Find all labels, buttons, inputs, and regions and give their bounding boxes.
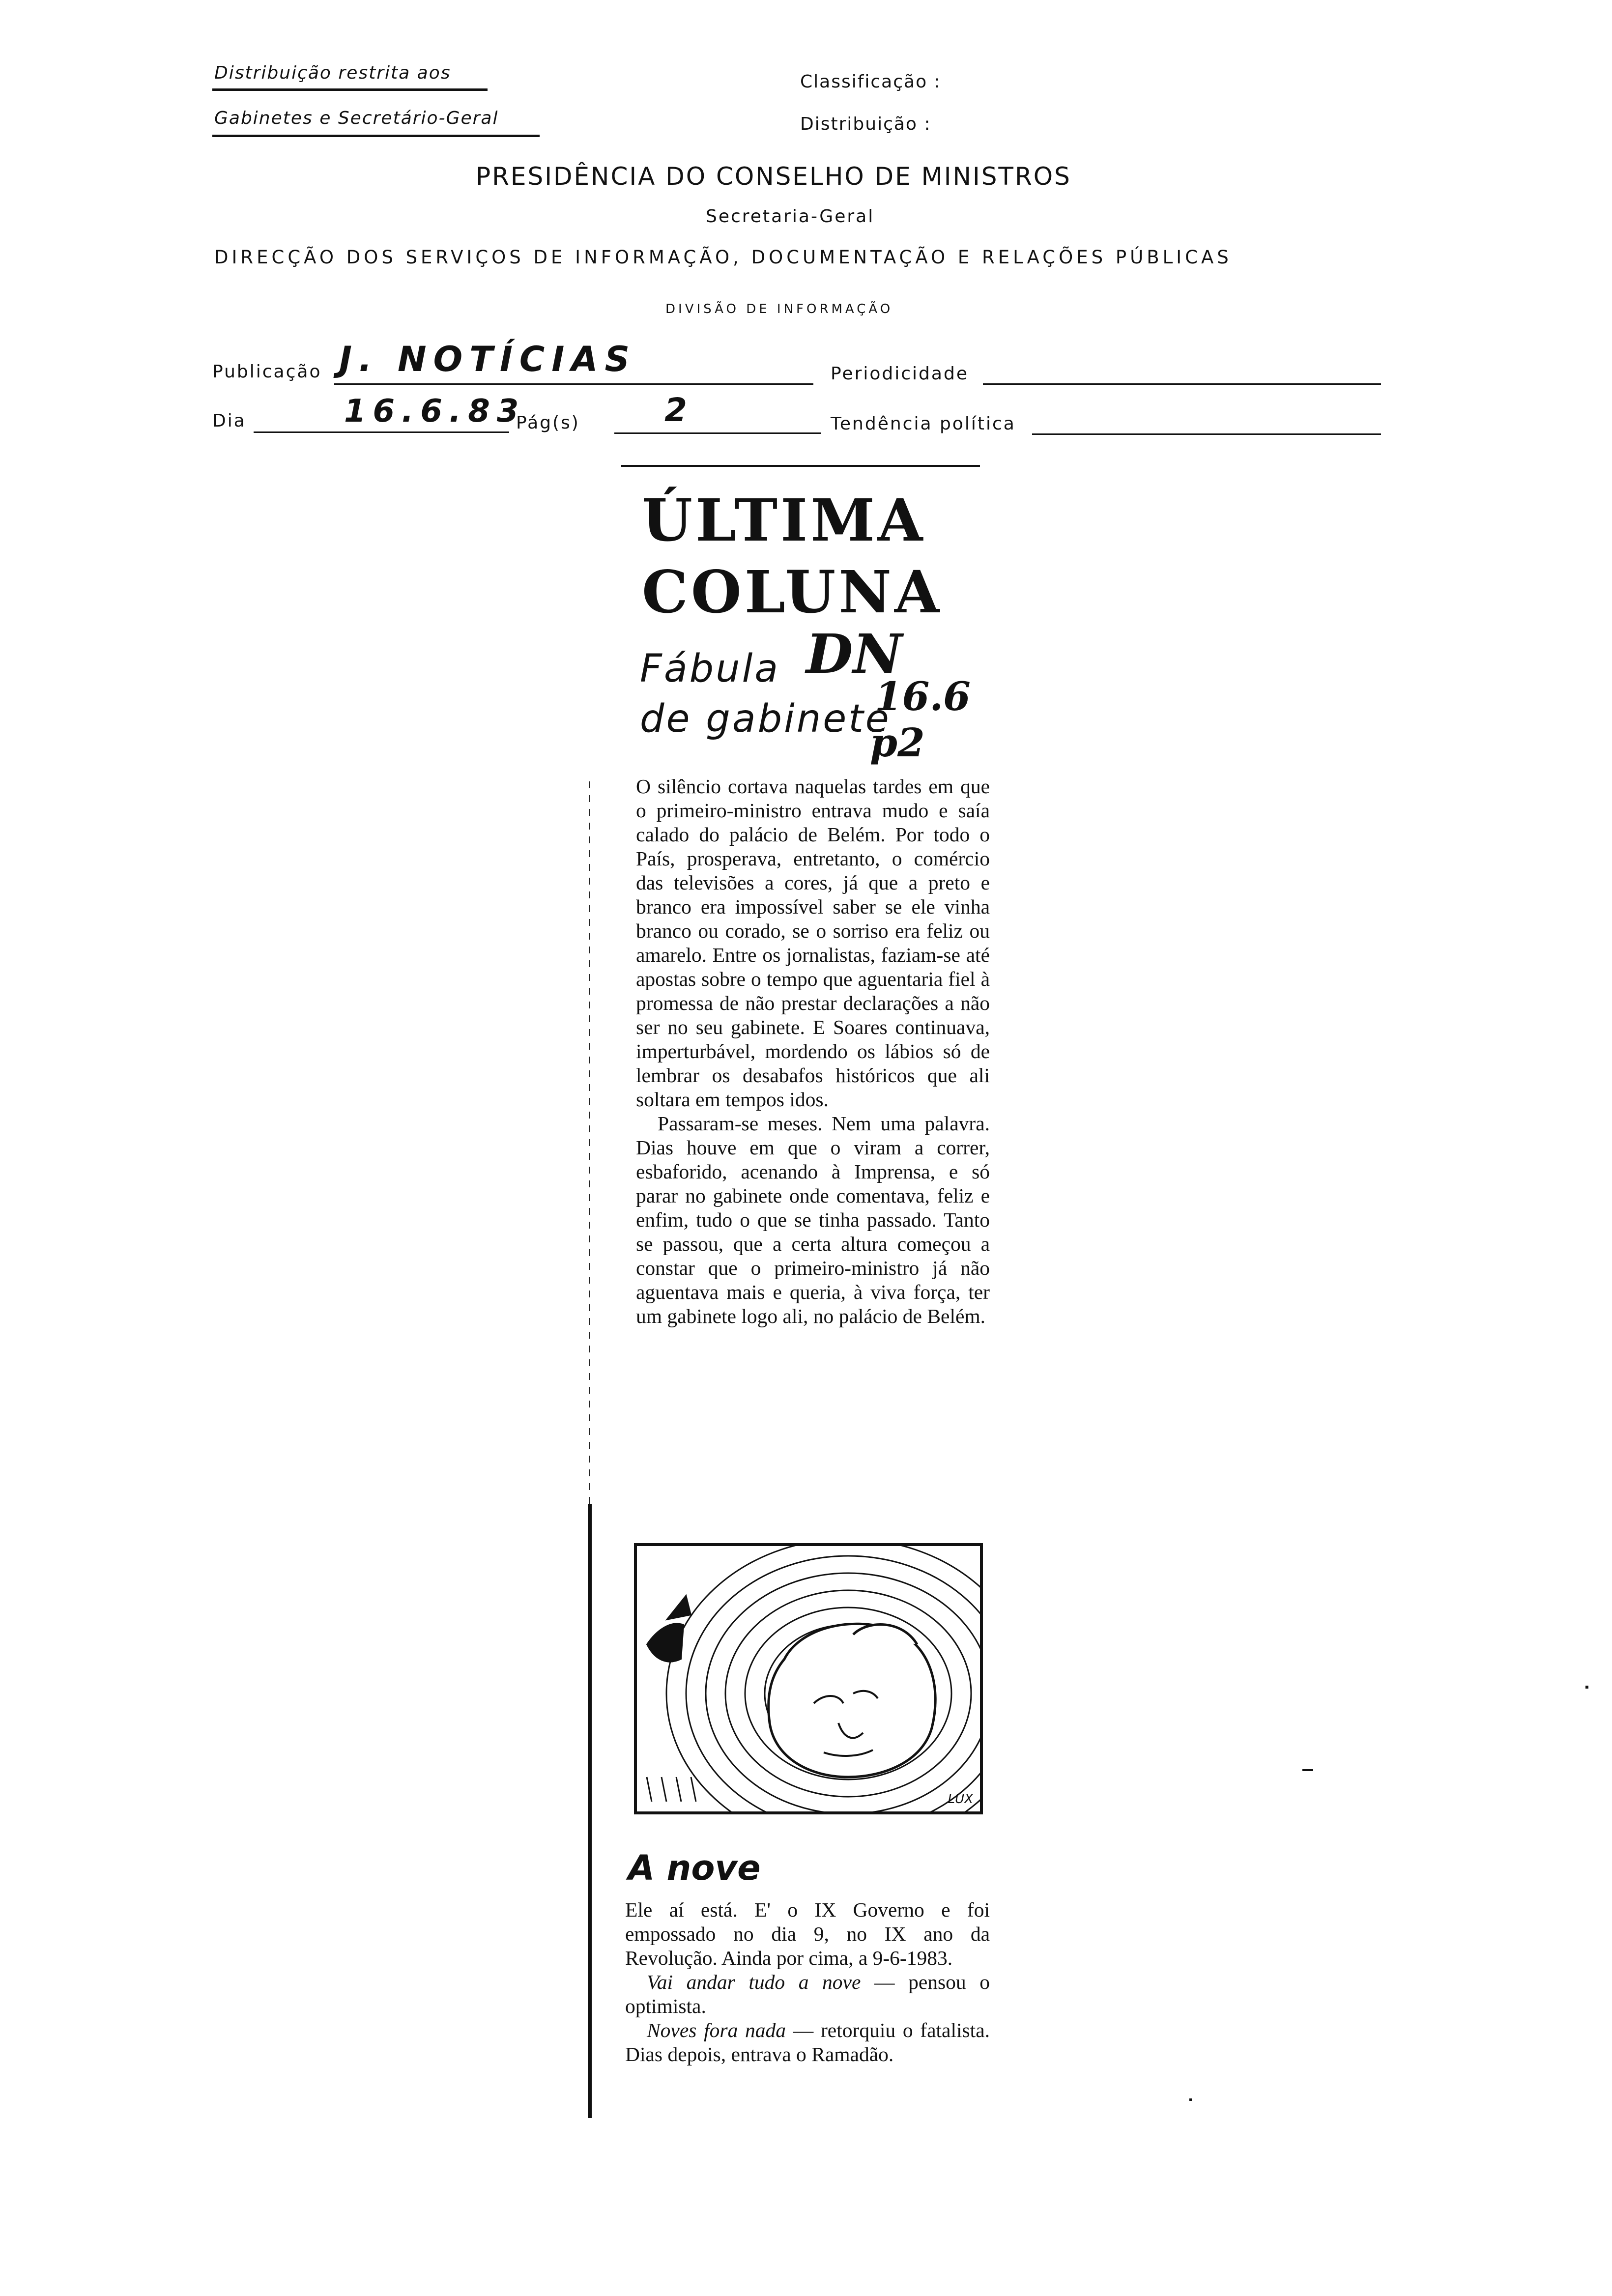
article-body	[636, 775, 990, 1328]
illustration-signature: LUX	[948, 1792, 973, 1807]
article-paragraph-1: O silêncio cortava naquelas tardes em que o primeiro-ministro entrava mudo e saía calado do palácio de Belém. Por todo o País, prosperava, entretanto, o comércio das televisões a cores, já que a preto e branco era impossível saber se ele vinha branco ou corado, se o sorriso era feliz ou amarelo. Entre os jornalistas, faziam-se até apostas sobre o tempo que aguentaria fiel à promessa de não prestar declarações a não ser no seu gabinete. E Soares continuava, imperturbável, mordendo os lábios só de lembrar os desabafos históricos que ali soltara em tempos idos.	[636, 775, 990, 1111]
annotation-page: p2	[870, 719, 925, 766]
day-value: 16.6.83	[344, 393, 526, 430]
section2-paragraph-3-rest: — retorquiu o fatalista. Dias depois, entrava o Ramadão.	[625, 2019, 990, 2066]
periodicity-rule	[983, 383, 1381, 385]
section2-title: A nove	[628, 1848, 761, 1888]
pages-label: Pág(s)	[516, 413, 580, 433]
pages-rule	[614, 432, 821, 434]
day-rule	[254, 431, 509, 433]
publication-rule	[334, 383, 813, 385]
distribution-label: Distribuição :	[800, 114, 931, 134]
distribution-line-1: Distribuição restrita aos	[214, 63, 451, 83]
publication-value: J. NOTÍCIAS	[339, 339, 636, 379]
classification-label: Classificação :	[800, 72, 941, 92]
distribution-line-2: Gabinetes e Secretário-Geral	[214, 108, 499, 128]
section2-paragraph-3	[625, 2018, 990, 2066]
article-paragraph-2: Passaram-se meses. Nem uma palavra. Dias houve em que o viram a correr, esbaforido, acenando à Imprensa, e só parar no gabinete onde comentava, feliz e enfim, tudo o que se tinha passado. Tanto se passou, que a certa altura começou a constar que o primeiro-ministro já não aguentava mais e queria, à viva força, ter um gabinete logo ali, no palácio de Belém.	[636, 1112, 990, 1327]
clipping-heading-line1: ÚLTIMA	[642, 486, 926, 554]
section2-body	[625, 1898, 990, 2066]
tendency-rule	[1032, 433, 1381, 435]
day-label: Dia	[212, 411, 246, 431]
section2-paragraph-2-rest: — pensou o optimista.	[625, 1971, 990, 2017]
annotation-date: 16.6	[875, 673, 971, 719]
page-subtitle: Secretaria-Geral	[706, 206, 875, 227]
scan-mark	[1302, 1769, 1313, 1771]
article-title-line2: de gabinete	[640, 697, 891, 741]
clipping-left-bar	[588, 1504, 592, 2118]
division-line: DIVISÃO DE INFORMAÇÃO	[665, 302, 893, 316]
pages-value: 2	[664, 391, 694, 429]
section2-quote-optimist: Vai andar tudo a nove	[647, 1971, 861, 1993]
publication-label: Publicação	[212, 362, 322, 382]
periodicity-label: Periodicidade	[831, 364, 969, 384]
scan-speck	[1585, 1686, 1588, 1689]
annotation-source: DN	[806, 622, 902, 686]
directorate-line: DIRECÇÃO DOS SERVIÇOS DE INFORMAÇÃO, DOCUMENTAÇÃO E RELAÇÕES PÚBLICAS	[214, 247, 1232, 268]
clipping-left-dotted-edge	[589, 781, 590, 1519]
tendency-label: Tendência política	[831, 414, 1016, 434]
section2-quote-fatalist: Noves fora nada	[647, 2019, 786, 2041]
article-title-line1: Fábula	[640, 647, 780, 691]
clipping-top-rule	[621, 465, 980, 467]
distribution-underline-2	[212, 135, 540, 137]
section2-paragraph-1: Ele aí está. E' o IX Governo e foi empossado no dia 9, no IX ano da Revolução. Ainda por cima, a 9-6-1983.	[625, 1898, 990, 1969]
cartoon-illustration	[634, 1543, 983, 1814]
distribution-underline-1	[212, 88, 488, 91]
page-title: PRESIDÊNCIA DO CONSELHO DE MINISTROS	[476, 162, 1071, 191]
scan-speck-2	[1189, 2098, 1192, 2101]
clipping-heading-line2: COLUNA	[642, 558, 943, 626]
section2-paragraph-2	[625, 1970, 990, 2018]
cartoon-drawing	[637, 1546, 980, 1811]
